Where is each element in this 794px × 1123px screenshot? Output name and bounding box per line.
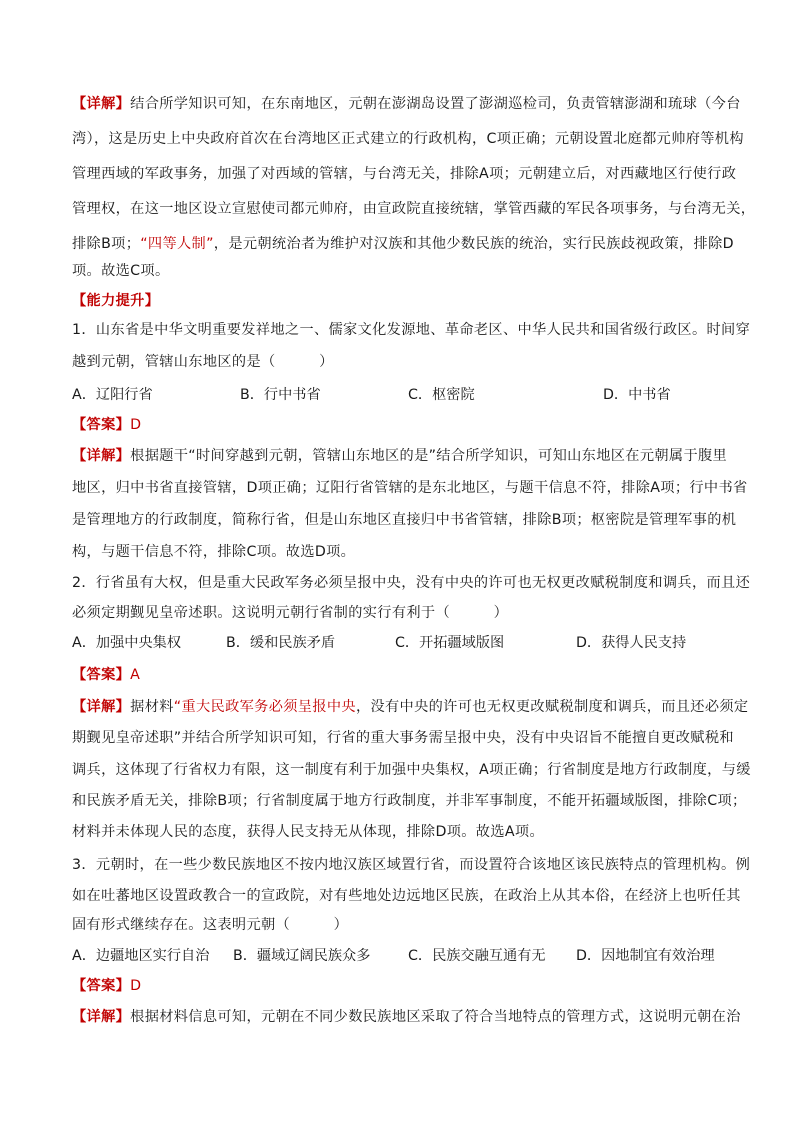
detail-line: 项。故选C项。 — [72, 263, 170, 279]
quoted-text: “重大民政军务必须呈报中央 — [173, 699, 356, 715]
detail-tag: 【详解】 — [72, 699, 131, 715]
detail-line: 地区，归中书省直接管辖，D项正确；辽阳行省管辖的是东北地区，与题干信息不符，排除A项；行中书省 — [72, 480, 748, 496]
detail-text: ，没有中央的许可也无权更改赋税制度和调兵，而且还必须定 — [355, 699, 749, 715]
answer-tag: 【答案】 — [72, 978, 131, 994]
option-b: B．缓和民族矛盾 — [226, 635, 336, 651]
detail-text: 据材料 — [130, 699, 174, 715]
option-d: D．中书省 — [603, 387, 671, 403]
option-c: C．开拓疆域版图 — [395, 635, 505, 651]
option-d: D．因地制宜有效治理 — [576, 948, 715, 964]
question-stem: 必须定期觐见皇帝述职。这说明元朝行省制的实行有利于（ ） — [72, 605, 509, 621]
detail-text: 结合所学知识可知，在东南地区，元朝在澎湖岛设置了澎湖巡检司，负责管辖澎湖和琉球（今台 — [130, 96, 741, 112]
section-heading: 【能力提升】 — [72, 293, 160, 309]
detail-line: 管理西域的军政事务，加强了对西域的管辖，与台湾无关，排除A项；元朝建立后，对西藏地区行使行政 — [72, 166, 737, 182]
detail-tag: 【详解】 — [72, 1009, 131, 1025]
detail-text: ，是元朝统治者为维护对汉族和其他少数民族的统治，实行民族歧视政策，排除D — [213, 236, 734, 252]
detail-line — [72, 698, 749, 716]
detail-line: 材料并未体现人民的态度，获得人民支持无从体现，排除D项。故选A项。 — [72, 824, 544, 840]
answer-line — [72, 977, 732, 995]
answer-tag: 【答案】 — [72, 667, 131, 683]
answer-tag: 【答案】 — [72, 417, 131, 433]
detail-line — [72, 1008, 741, 1026]
detail-line: 是管理地方的行政制度，简称行省，但是山东地区直接归中书省管辖，排除B项；枢密院是管理军事的机 — [72, 512, 737, 528]
option-a: A．加强中央集权 — [72, 635, 182, 651]
detail-line: 和民族矛盾无关，排除B项；行省制度属于地方行政制度，并非军事制度，不能开拓疆域版图，排除C项； — [72, 793, 747, 809]
detail-line: 湾），这是历史上中央政府首次在台湾地区正式建立的行政机构，C项正确；元朝设置北庭都元帅府等机构 — [72, 131, 744, 147]
question-stem: 如在吐蕃地区设置政教合一的宣政院，对有些地处边远地区民族，在政治上从其本俗，在经济上也听任其 — [72, 888, 741, 904]
option-a: A．边疆地区实行自治 — [72, 948, 210, 964]
answer-value: D — [130, 978, 142, 994]
detail-line — [72, 447, 732, 465]
answer-line — [72, 666, 732, 684]
option-a: A．辽阳行省 — [72, 387, 153, 403]
option-b: B．行中书省 — [240, 387, 321, 403]
detail-line: 调兵，这体现了行省权力有限，这一制度有利于加强中央集权，A项正确；行省制度是地方行政制度，与缓 — [72, 762, 751, 778]
detail-text: 根据材料信息可知，元朝在不同少数民族地区采取了符合当地特点的管理方式，这说明元朝在治 — [130, 1009, 741, 1025]
question-stem: 固有形式继续存在。这表明元朝（ ） — [72, 917, 349, 933]
detail-line: 构，与题干信息不符，排除C项。故选D项。 — [72, 544, 356, 560]
answer-value: A — [130, 667, 141, 683]
detail-text: 根据题干“时间穿越到元朝，管辖山东地区的是”结合所学知识，可知山东地区在元朝属于腹里 — [130, 448, 728, 464]
detail-tag: 【详解】 — [72, 448, 131, 464]
question-stem: 2．行省虽有大权，但是重大民政军务必须呈报中央，没有中央的许可也无权更改赋税制度和调兵，而且还 — [72, 575, 751, 591]
question-stem: 1．山东省是中华文明重要发祥地之一、儒家文化发源地、革命老区、中华人民共和国省级行政区。时间穿 — [72, 322, 751, 338]
detail-text: 排除B项； — [72, 236, 141, 252]
detail-line: 期觐见皇帝述职”并结合所学知识可知，行省的重大事务需呈报中央，没有中央诏旨不能擅自更改赋税和 — [72, 730, 734, 746]
option-c: C．枢密院 — [408, 387, 475, 403]
question-stem: 3．元朝时，在一些少数民族地区不按内地汉族区域置行省，而设置符合该地区该民族特点的管理机构。例 — [72, 857, 751, 873]
detail-tag: 【详解】 — [72, 96, 131, 112]
answer-line — [72, 416, 732, 434]
detail-line — [72, 235, 732, 253]
question-stem: 越到元朝，管辖山东地区的是（ ） — [72, 354, 334, 370]
quoted-text: “四等人制” — [140, 236, 214, 252]
option-c: C．民族交融互通有无 — [408, 948, 546, 964]
option-b: B．疆域辽阔民族众多 — [233, 948, 371, 964]
option-d: D．获得人民支持 — [576, 635, 687, 651]
detail-line — [72, 95, 741, 113]
detail-line: 管理权，在这一地区设立宣慰使司都元帅府，由宣政院直接统辖，掌管西藏的军民各项事务，与台湾无关， — [72, 201, 756, 217]
answer-value: D — [130, 417, 142, 433]
